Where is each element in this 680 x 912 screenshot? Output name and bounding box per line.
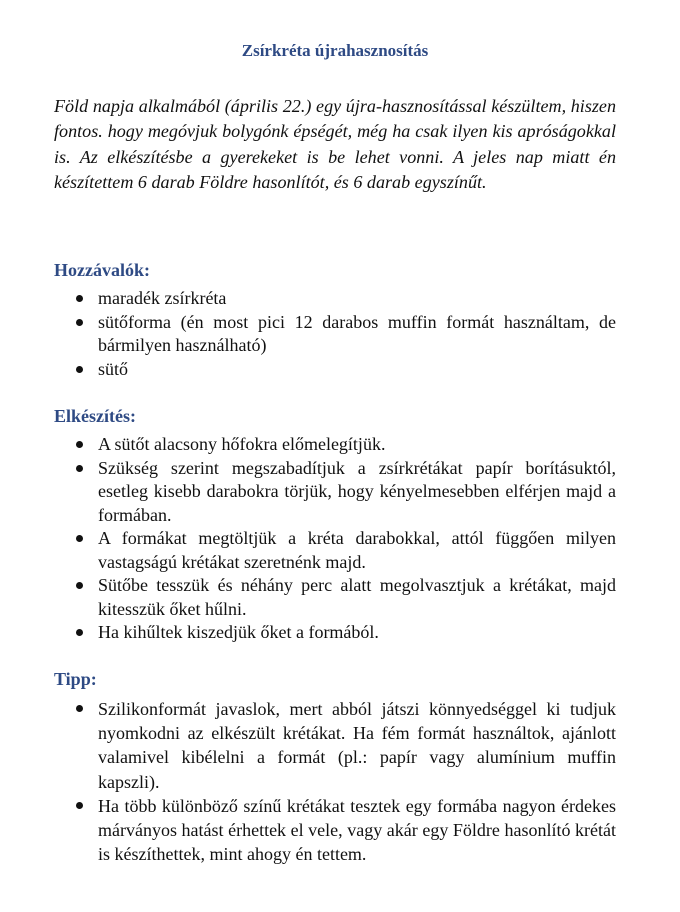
list-item — [54, 574, 616, 621]
bullet-icon — [76, 441, 83, 448]
list-item — [54, 794, 616, 867]
list-item-text: sütő — [98, 358, 129, 379]
list-item — [54, 358, 616, 382]
list-item-text: sütőforma (én most pici 12 darabos muffin formát használtam, de bármilyen használható) — [98, 311, 616, 355]
bullet-icon — [76, 802, 83, 809]
list-item-text: Szükség szerint megszabadítjuk a zsírkrétákat papír borításuktól, esetleg kisebb darabokra törjük, hogy kényelmesebben elférjen majd a formában. — [98, 457, 616, 525]
ingredients-list — [54, 287, 616, 381]
list-item-text: A sütőt alacsony hőfokra előmelegítjük. — [98, 434, 386, 454]
tip-section — [54, 668, 616, 866]
intro-paragraph: Föld napja alkalmából (április 22.) egy újra-hasznosítással készültem, hiszen fontos. hogy megóvjuk bolygónk épségét, még ha csak ilyen kis apróságokkal is. Az elkészítésbe a gyerekeket is be lehet vonni. A jeles nap miatt én készítettem 6 darab Földre hasonlítót, és 6 darab egyszínűt. — [54, 96, 616, 193]
bullet-icon — [76, 366, 83, 373]
list-item — [54, 697, 616, 794]
bullet-icon — [76, 465, 83, 472]
list-item-text: Szilikonformát javaslok, mert abból játszi könnyedséggel ki tudjuk nyomkodni az elkészült krétákat. Ha fém formát használtok, ajánlott valamivel kibélelni a formát (pl.: papír vagy alumínium muffin kapszli). — [98, 699, 616, 792]
list-item-text: Ha több különböző színű krétákat tesztek egy formába nagyon érdekes márványos hatást érhettek el vele, vagy akár egy Földre hasonlító krétát is készíthettek, mint ahogy én tettem. — [98, 795, 616, 865]
list-item — [54, 621, 616, 645]
list-item — [54, 287, 616, 311]
steps-list — [54, 433, 616, 645]
bullet-icon — [76, 705, 83, 712]
bullet-icon — [76, 295, 83, 302]
list-item-text: maradék zsírkréta — [98, 288, 227, 308]
bullet-icon — [76, 582, 83, 589]
list-item-text: Ha kihűltek kiszedjük őket a formából. — [98, 622, 379, 642]
tip-list — [54, 697, 616, 866]
bullet-icon — [76, 535, 83, 542]
list-item-text: A formákat megtöltjük a kréta darabokkal, attól függően milyen vastagságú krétákat szeretnénk majd. — [98, 528, 616, 572]
list-item — [54, 311, 616, 358]
list-item — [54, 433, 616, 457]
list-item-text: Sütőbe tesszük és néhány perc alatt megolvasztjuk a krétákat, majd kitesszük őket hűlni. — [98, 575, 616, 619]
bullet-icon — [76, 319, 83, 326]
list-item — [54, 527, 616, 574]
list-item — [54, 457, 616, 528]
tip-heading: Tipp: — [54, 669, 97, 689]
bullet-icon — [76, 629, 83, 636]
document-title: Zsírkréta újrahasznosítás — [241, 41, 429, 60]
steps-heading: Elkészítés: — [54, 406, 136, 426]
ingredients-section — [54, 259, 616, 381]
steps-section — [54, 405, 616, 645]
ingredients-heading: Hozzávalók: — [54, 260, 150, 280]
